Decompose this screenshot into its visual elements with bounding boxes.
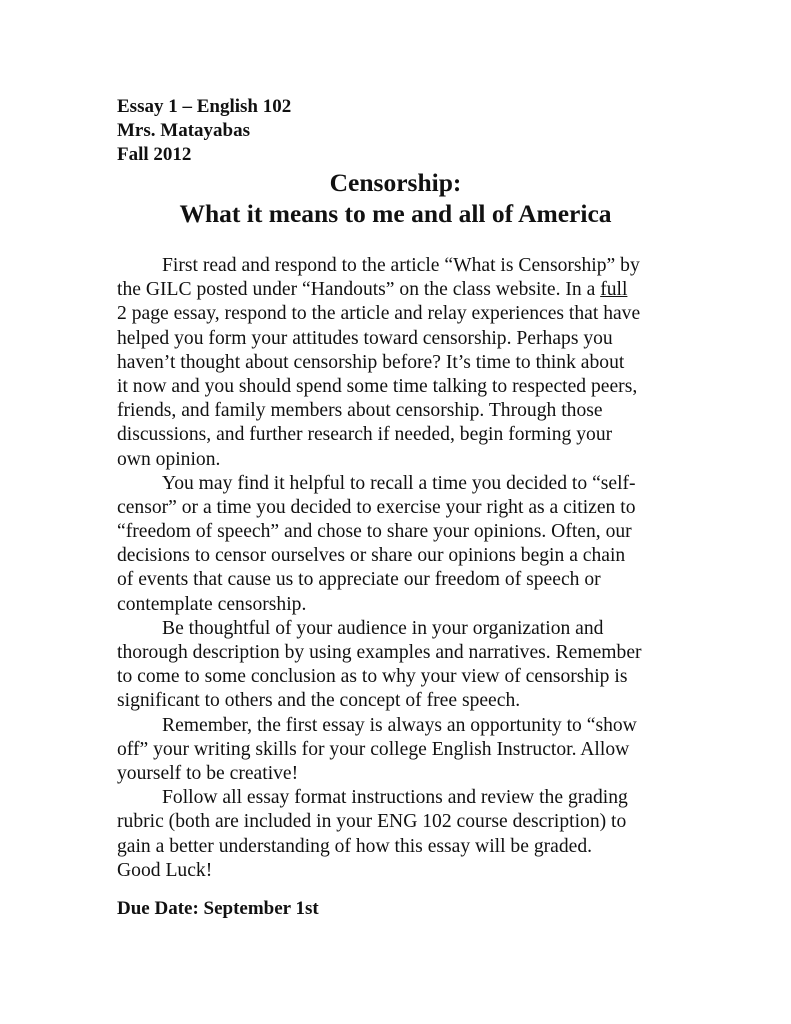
text-line: You may find it helpful to recall a time you decided to “self- — [162, 472, 636, 494]
course-line: Essay 1 – English 102 — [117, 96, 292, 117]
paragraph-1 — [117, 254, 791, 472]
text-line: Follow all essay format instructions and review the grading — [162, 787, 628, 809]
text-line: thorough description by using examples and narratives. Remember — [117, 642, 642, 663]
text-line: Be thoughtful of your audience in your organization and — [162, 617, 604, 639]
text-line: yourself to be creative! — [117, 762, 299, 784]
paragraph-4 — [117, 714, 791, 787]
text-line: own opinion. — [117, 448, 221, 470]
document-header — [117, 95, 291, 167]
title-line-1: Censorship: — [329, 168, 462, 197]
text-line: helped you form your attitudes toward censorship. Perhaps you — [117, 327, 613, 349]
text-line: decisions to censor ourselves or share our opinions begin a chain — [117, 545, 626, 567]
text-line: Good Luck! — [117, 859, 213, 881]
text-line: haven’t thought about censorship before? It’s time to think about — [117, 351, 625, 373]
text-line: friends, and family members about censorship. Through those — [117, 400, 603, 422]
term: Fall 2012 — [117, 144, 192, 165]
title-line-2: What it means to me and all of America — [179, 199, 612, 228]
text-line: censor” or a time you decided to exercise your right as a citizen to — [117, 496, 636, 518]
instructor-name: Mrs. Matayabas — [117, 120, 250, 141]
text-line: 2 page essay, respond to the article and relay experiences that have — [117, 303, 641, 325]
paragraph-5 — [117, 786, 791, 883]
essay-title — [0, 167, 791, 229]
text-span: the GILC posted under “Handouts” on the class website. In a — [117, 279, 601, 301]
paragraph-3 — [117, 617, 791, 714]
due-date: Due Date: September 1st — [117, 898, 319, 919]
paragraph-2 — [117, 472, 791, 617]
text-line: “freedom of speech” and chose to share your opinions. Often, our — [117, 521, 632, 543]
text-line: contemplate censorship. — [117, 593, 307, 615]
underlined-word: full — [600, 279, 628, 301]
essay-instructions — [117, 254, 791, 883]
text-line: it now and you should spend some time talking to respected peers, — [117, 375, 638, 397]
text-line: significant to others and the concept of free speech. — [117, 690, 521, 712]
text-line: rubric (both are included in your ENG 102 course description) to — [117, 811, 627, 833]
text-line — [117, 278, 791, 302]
text-line: gain a better understanding of how this essay will be graded. — [117, 835, 593, 857]
text-line: of events that cause us to appreciate our freedom of speech or — [117, 569, 601, 591]
text-line: Remember, the first essay is always an opportunity to “show — [162, 714, 637, 736]
text-line: off” your writing skills for your college English Instructor. Allow — [117, 738, 630, 760]
text-line: discussions, and further research if needed, begin forming your — [117, 424, 613, 446]
text-line: First read and respond to the article “What is Censorship” by — [162, 255, 640, 276]
text-line: to come to some conclusion as to why your view of censorship is — [117, 666, 628, 688]
